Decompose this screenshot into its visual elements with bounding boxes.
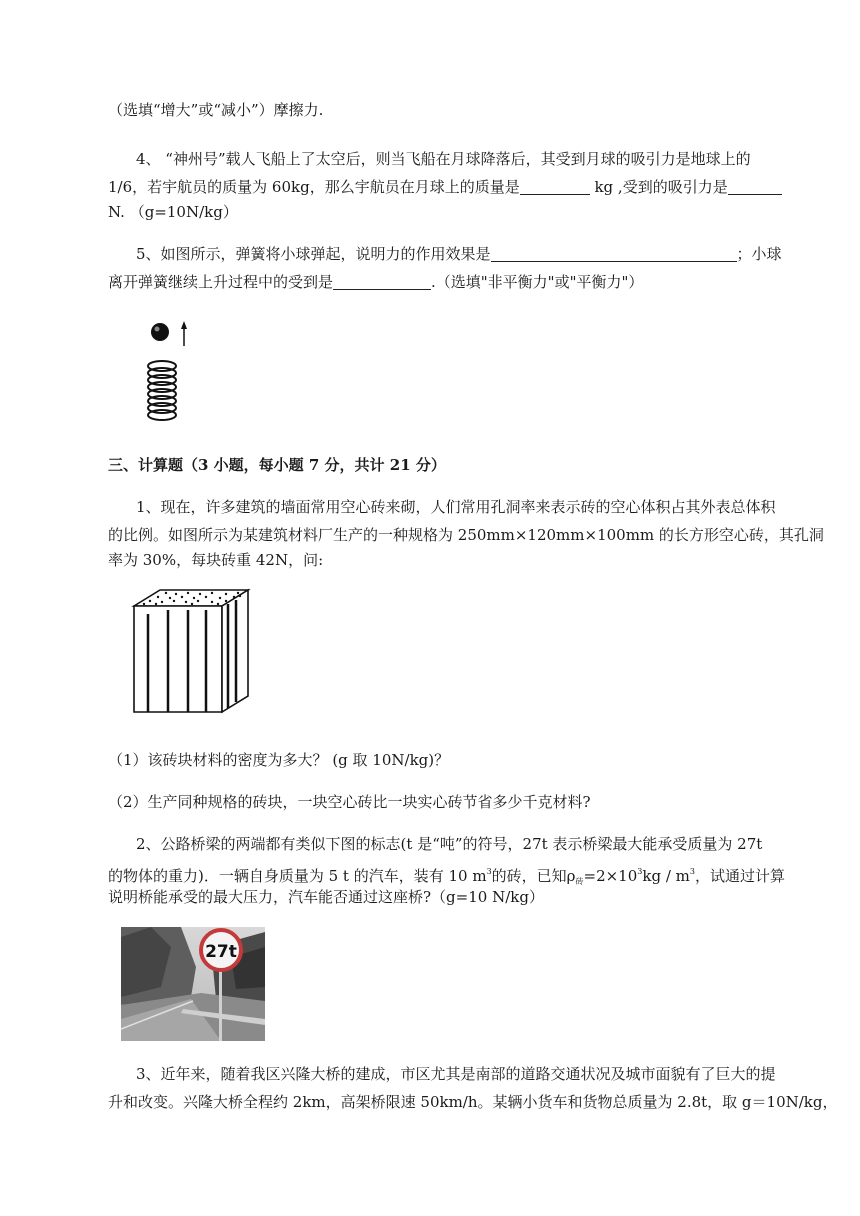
question-4-text: 1/6，若宇航员的质量为 60kg，那么宇航员在月球上的质量是 [108,178,520,196]
question-5-text: 离开弹簧继续上升过程中的受到是 [108,273,334,291]
ball [151,323,169,341]
spring-ball-figure [140,318,200,428]
calc-1-sub-1: （1）该砖块材料的密度为多大？ (g 取 10N/kg)？ [108,751,450,769]
question-4-line-2 [108,177,782,197]
question-5-text: 5、如图所示，弹簧将小球弹起，说明力的作用效果是 [136,245,491,263]
calc-1-line-2: 的比例。如图所示为某建筑材料厂生产的一种规格为 250mm×120mm×100mm 的长方形空心砖，其孔洞 [108,526,824,544]
answer-blank[interactable] [491,246,737,262]
subscript: 砖 [575,877,584,886]
question-4-text: kg ,受到的吸引力是 [589,178,728,196]
question-4-line-1: 4、 “神州号”载人飞船上了太空后，则当飞船在月球降落后，其受到月球的吸引力是地球上的 [136,150,751,168]
answer-blank[interactable] [728,179,782,195]
hollow-brick-figure [130,588,252,716]
section-heading: 三、计算题（3 小题，每小题 7 分，共计 21 分） [108,456,446,474]
calc-3-line-1: 3、近年来，随着我区兴隆大桥的建成，市区尤其是南部的道路交通状况及城市面貌有了巨大的提 [136,1065,776,1083]
calc-2-text: =2×10 [583,867,638,885]
calc-1-line-3: 率为 30%，每块砖重 42N，问: [108,551,324,569]
question-5-line-1 [136,244,782,264]
answer-blank[interactable] [333,274,431,290]
sign-label: 27t [205,942,237,962]
question-5-text: ；小球 [736,245,782,263]
calc-3-line-2: 升和改变。兴隆大桥全程约 2km，高架桥限速 50km/h。某辆小货车和货物总质量为 2.8t，取 g＝10N/kg， [108,1093,838,1111]
question-5-text: .（选填"非平衡力"或"平衡力"） [431,273,644,291]
question-5-line-2 [108,272,643,292]
calc-2-text: 的砖，已知ρ [491,867,576,885]
calc-2-line-1: 2、公路桥梁的两端都有类似下图的标志(t 是“吨”的符号，27t 表示桥梁最大能承受质量为 27t [136,835,763,853]
bridge-sign-photo [121,927,265,1041]
calc-1-line-1: 1、现在，许多建筑的墙面常用空心砖来砌，人们常用孔洞率来表示砖的空心体积占其外表总体积 [136,498,776,516]
text-line: （选填“增大”或“减小”）摩擦力. [108,101,324,119]
spring [148,361,176,420]
calc-2-text: ，试通过计算 [694,867,785,885]
calc-2-line-3: 说明桥能承受的最大压力，汽车能否通过这座桥?（g=10 N/kg） [108,888,544,906]
superscript: 3 [486,867,492,876]
superscript: 3 [689,867,695,876]
answer-blank[interactable] [520,179,590,195]
calc-1-sub-2: （2）生产同种规格的砖块，一块空心砖比一块实心砖节省多少千克材料? [108,793,591,811]
question-4-line-3: N. （g=10N/kg） [108,203,238,221]
calc-2-text: 的物体的重力)．一辆自身质量为 5 t 的汽车，装有 10 m [108,867,487,885]
superscript: 3 [637,867,643,876]
calc-2-text: kg / m [642,867,690,885]
